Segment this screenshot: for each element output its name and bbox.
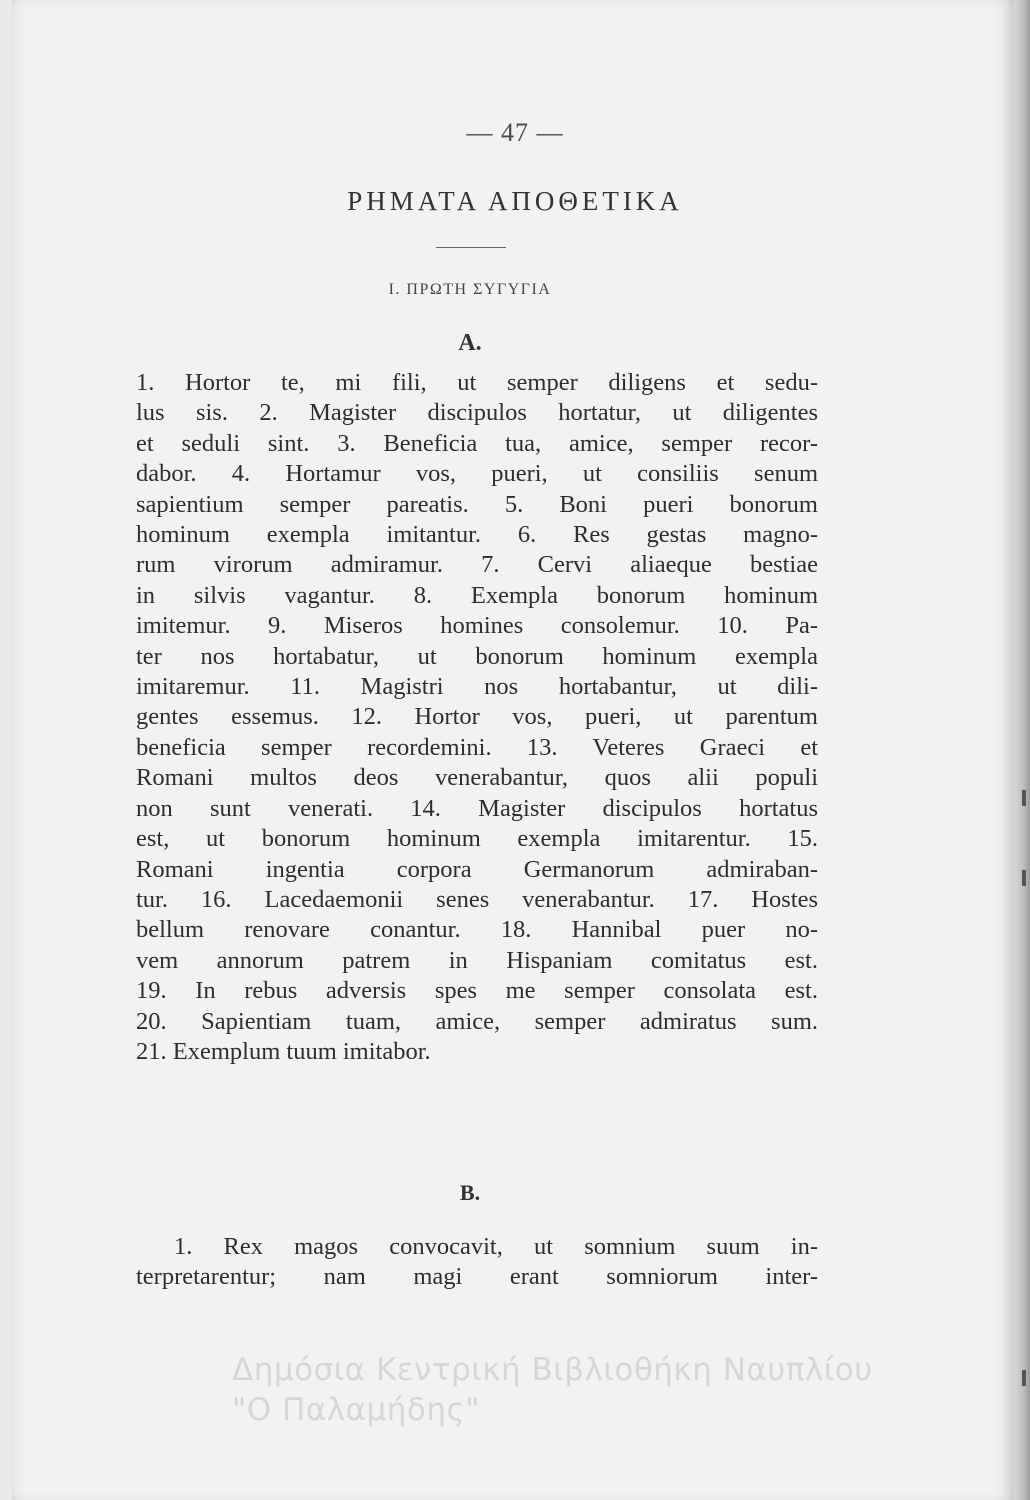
- text-line: 1. Hortor te, mi fili, ut semper diligens et sedu-: [136, 369, 818, 396]
- text-line: tur. 16. Lacedaemonii senes venerabantur. 17. Hostes: [136, 885, 818, 913]
- text-line: hominum exempla imitantur. 6. Res gestas magno-: [136, 521, 818, 549]
- text-line: ter nos hortabatur, ut bonorum hominum exempla: [136, 642, 818, 670]
- text-line: vem annorum patrem in Hispaniam comitatus est.: [136, 946, 818, 974]
- text-line: rum virorum admiramur. 7. Cervi aliaeque bestiae: [136, 551, 818, 579]
- text-line: terpretarentur; nam magi erant somniorum inter-: [136, 1263, 818, 1291]
- text-line: non sunt venerati. 14. Magister discipulos hortatus: [136, 794, 818, 822]
- text-line: 20. Sapientiam tuam, amice, semper admiratus sum.: [136, 1007, 818, 1035]
- text-line: bellum renovare conantur. 18. Hannibal puer no-: [136, 916, 818, 944]
- subsection-b-heading: B.: [459, 1180, 481, 1205]
- text-line: imitaremur. 11. Magistri nos hortabantur, ut dili-: [136, 673, 818, 701]
- text-line: Romani multos deos venerabantur, quos alii populi: [136, 764, 818, 792]
- text-line: est, ut bonorum hominum exempla imitarentur. 15.: [136, 825, 818, 853]
- binding-mark: [1022, 790, 1026, 806]
- text-line: 19. In rebus adversis spes me semper consolata est.: [136, 977, 818, 1005]
- page-number: — 47 —: [466, 118, 564, 147]
- library-watermark-line2: "Ο Παλαμήδης": [232, 1392, 480, 1428]
- text-line: 1. Rex magos convocavit, ut somnium suum in-: [174, 1233, 818, 1260]
- subsection-a-heading: A.: [458, 330, 482, 356]
- binding-mark: [1022, 1370, 1026, 1386]
- binding-mark: [1022, 870, 1026, 886]
- section-heading: Ι. ΠΡΩΤΗ ΣΥΓΥΓΙΑ: [388, 281, 552, 298]
- exercise-a-text: [136, 368, 818, 1067]
- text-line: dabor. 4. Hortamur vos, pueri, ut consiliis senum: [136, 460, 818, 488]
- text-line: et seduli sint. 3. Beneficia tua, amice, semper recor-: [136, 429, 818, 457]
- text-line: beneficia semper recordemini. 13. Veteres Graeci et: [136, 733, 818, 761]
- text-line: sapientium semper pareatis. 5. Boni pueri bonorum: [136, 490, 818, 518]
- text-line: Romani ingentia corpora Germanorum admiraban-: [136, 855, 818, 883]
- text-line: lus sis. 2. Magister discipulos hortatur, ut diligentes: [136, 399, 818, 427]
- text-line: in silvis vagantur. 8. Exempla bonorum hominum: [136, 581, 818, 609]
- exercise-b-text: [136, 1232, 818, 1293]
- library-watermark-line1: Δημόσια Κεντρική Βιβλιοθήκη Ναυπλίου: [232, 1352, 873, 1388]
- text-line: imitemur. 9. Miseros homines consolemur. 10. Pa-: [136, 612, 818, 640]
- text-line: 21. Exemplum tuum imitabor.: [136, 1037, 431, 1065]
- title-divider: [436, 247, 506, 248]
- page-binding-edge: [1014, 0, 1030, 1500]
- text-line: gentes essemus. 12. Hortor vos, pueri, ut parentum: [136, 703, 818, 731]
- chapter-title: ΡΗΜΑΤΑ ΑΠΟΘΕΤΙΚΑ: [347, 186, 683, 216]
